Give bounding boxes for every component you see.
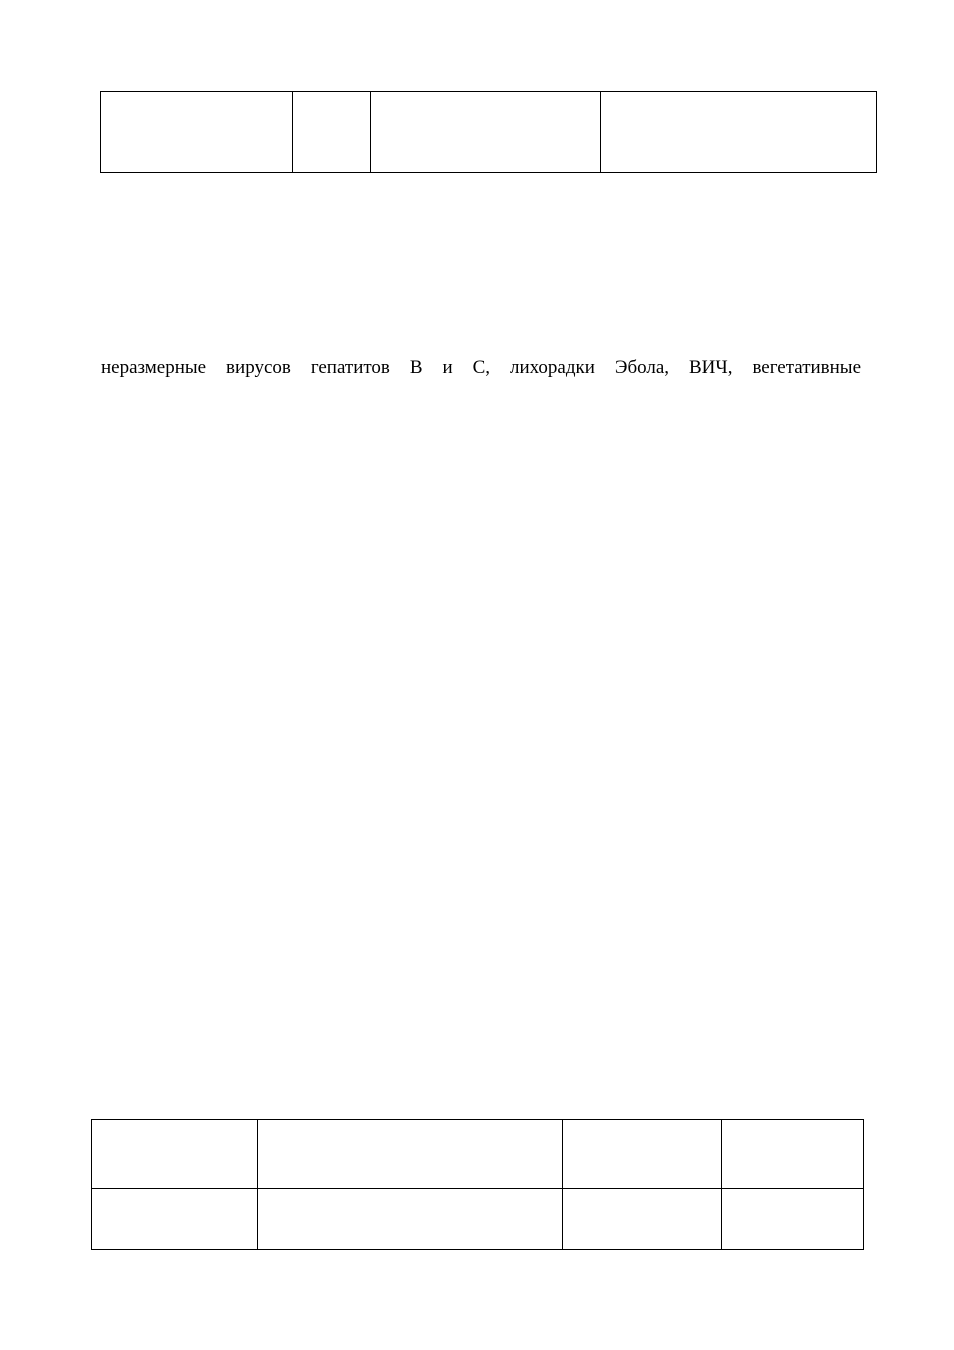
table-cell	[92, 1189, 258, 1250]
table-cell	[371, 92, 601, 173]
table-cell	[258, 1120, 563, 1189]
table-row	[92, 1189, 864, 1250]
table-cell	[722, 1189, 864, 1250]
table-row	[92, 1120, 864, 1189]
table-cell	[101, 92, 293, 173]
table-cell	[92, 1120, 258, 1189]
table-cell	[722, 1120, 864, 1189]
table-cell	[563, 1189, 722, 1250]
top-table	[100, 91, 877, 173]
table-cell	[258, 1189, 563, 1250]
bottom-table	[91, 1119, 864, 1250]
table-cell	[293, 92, 371, 173]
table-cell	[563, 1120, 722, 1189]
table-row	[101, 92, 877, 173]
table-cell	[601, 92, 877, 173]
body-text-line: неразмерные вирусов гепатитов В и С, лихорадки Эбола, ВИЧ, вегетативные	[101, 357, 861, 378]
